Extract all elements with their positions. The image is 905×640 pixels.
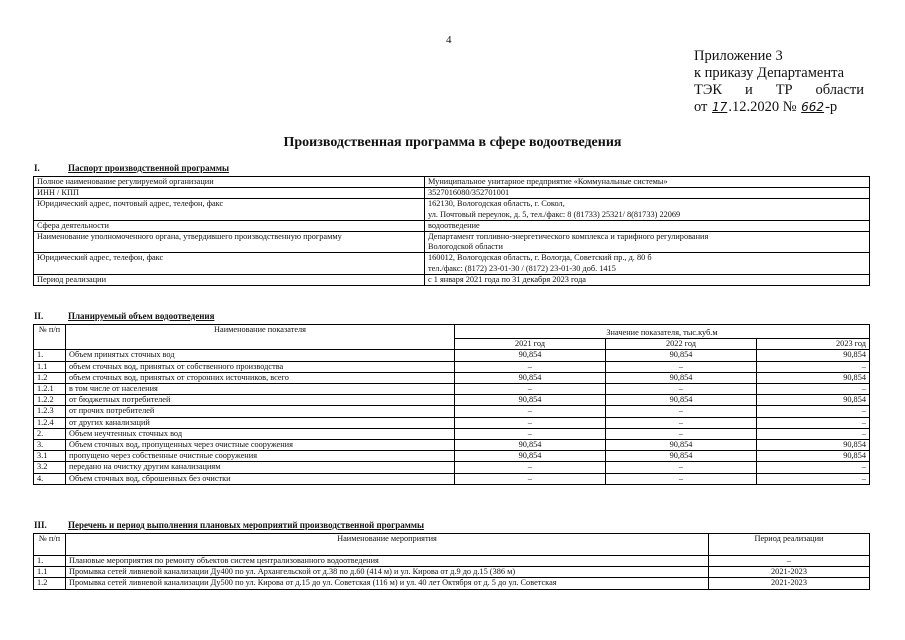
row-value: – (757, 473, 870, 484)
row-value: 90,854 (455, 440, 606, 451)
handwritten-day: 17 (712, 100, 728, 114)
section-number: II. (34, 311, 44, 321)
row-value: – (455, 462, 606, 473)
passport-value (425, 274, 870, 285)
section-3-heading (34, 520, 424, 530)
table-row (34, 417, 870, 428)
column-header-year: 2022 год (606, 339, 757, 350)
passport-value-line: тел./факс: (8172) 23-01-30 / (8172) 23-01-30 доб. 1415 (428, 263, 616, 273)
row-name: от прочих потребителей (66, 406, 455, 417)
row-value: – (455, 417, 606, 428)
passport-value (425, 188, 870, 199)
handwritten-order-number: 662 (801, 100, 825, 114)
passport-value-line: 162130, Вологодская область, г. Сокол, (428, 199, 565, 209)
row-value: 90,854 (455, 350, 606, 361)
passport-value-line: Вологодской области (428, 242, 503, 252)
table-row (34, 177, 870, 188)
column-header-year: 2023 год (757, 339, 870, 350)
passport-label: Наименование уполномоченного органа, утвердившего производственную программу (34, 232, 425, 253)
passport-value-line: Муниципальное унитарное предприятие «Коммунальные системы» (428, 177, 668, 186)
section-1-heading (34, 163, 229, 173)
passport-table (33, 176, 870, 286)
passport-label: Полное наименование регулируемой организации (34, 177, 425, 188)
column-header-year: 2021 год (455, 339, 606, 350)
passport-label: ИНН / КПП (34, 188, 425, 199)
row-number: 1.1 (34, 361, 66, 372)
passport-value-line: Департамент топливно-энергетического комплекса и тарифного регулирования (428, 232, 709, 242)
section-title: Планируемый объем водоотведения (68, 311, 215, 321)
row-value: – (606, 361, 757, 372)
table-row (34, 253, 870, 274)
row-number: 1. (34, 556, 66, 567)
row-value: 90,854 (757, 451, 870, 462)
appendix-word: ТР (775, 82, 793, 98)
row-value: – (606, 384, 757, 395)
table-row (34, 556, 870, 567)
row-value: 90,854 (606, 395, 757, 406)
row-value: – (455, 406, 606, 417)
row-period: 2021-2023 (709, 578, 870, 589)
passport-value (425, 253, 870, 274)
table-row (34, 188, 870, 199)
row-value: – (606, 462, 757, 473)
row-name: пропущено через собственные очистные сооружения (66, 451, 455, 462)
table-row (34, 199, 870, 220)
row-name: Объем неучтенных сточных вод (66, 428, 455, 439)
row-name: передано на очистку другим канализациям (66, 462, 455, 473)
row-value: 90,854 (455, 372, 606, 383)
row-value: – (606, 406, 757, 417)
appendix-word: и (745, 82, 753, 98)
document-title: Производственная программа в сфере водоотведения (283, 135, 622, 150)
row-name: объем сточных вод, принятых от сторонних источников, всего (66, 372, 455, 383)
row-value: – (757, 406, 870, 417)
table-row (34, 361, 870, 372)
passport-value-line: водоотведение (428, 220, 480, 230)
row-name: от других канализаций (66, 417, 455, 428)
table-row (34, 372, 870, 383)
passport-label: Юридический адрес, почтовый адрес, телефон, факс (34, 199, 425, 220)
table-row (34, 578, 870, 589)
row-value: 90,854 (757, 440, 870, 451)
row-value: 90,854 (606, 451, 757, 462)
section-title: Паспорт производственной программы (68, 163, 229, 173)
passport-value-line: 160012, Вологодская область, г. Вологда, Советский пр., д. 80 б (428, 253, 652, 263)
table-row (34, 473, 870, 484)
passport-value (425, 199, 870, 220)
row-number: 3.2 (34, 462, 66, 473)
table-row (34, 462, 870, 473)
row-name: от бюджетных потребителей (66, 395, 455, 406)
column-header-name: Наименование показателя (66, 325, 455, 350)
row-value: 90,854 (757, 395, 870, 406)
row-value: – (455, 473, 606, 484)
table-row (34, 220, 870, 231)
row-value: 90,854 (455, 451, 606, 462)
table-row (34, 451, 870, 462)
row-value: 90,854 (606, 372, 757, 383)
passport-value (425, 177, 870, 188)
row-value: – (757, 417, 870, 428)
passport-value-line: с 1 января 2021 года по 31 декабря 2023 года (428, 274, 586, 284)
row-value: – (757, 428, 870, 439)
row-value: 90,854 (455, 395, 606, 406)
row-number: 1.2 (34, 372, 66, 383)
row-value: – (606, 473, 757, 484)
passport-value (425, 232, 870, 253)
table-row (34, 350, 870, 361)
row-value: – (455, 384, 606, 395)
row-number: 1.2.2 (34, 395, 66, 406)
row-number: 4. (34, 473, 66, 484)
row-number: 3. (34, 440, 66, 451)
row-name: в том числе от населения (66, 384, 455, 395)
passport-label: Сфера деятельности (34, 220, 425, 231)
page-number: 4 (446, 34, 452, 46)
table-row (34, 395, 870, 406)
table-row (34, 440, 870, 451)
row-value: 90,854 (757, 372, 870, 383)
table-row (34, 384, 870, 395)
table-row (34, 428, 870, 439)
passport-value-line: ул. Почтовый переулок, д. 5, тел./факс: 8 (81733) 25321/ 8(81733) 22069 (428, 209, 681, 219)
column-header-number: № п/п (34, 325, 66, 350)
row-value: 90,854 (606, 350, 757, 361)
section-2-heading (34, 311, 214, 321)
column-header-value: Значение показателя, тыс.куб.м (455, 325, 870, 339)
row-number: 1.1 (34, 567, 66, 578)
row-name: Плановые мероприятия по ремонту объектов систем централизованного водоотведения (66, 556, 709, 567)
row-period: 2021-2023 (709, 567, 870, 578)
table-header-row (34, 325, 870, 339)
passport-label: Период реализации (34, 274, 425, 285)
row-number: 1.2.4 (34, 417, 66, 428)
row-value: – (757, 384, 870, 395)
column-header-period: Период реализации (709, 534, 870, 556)
table-row (34, 274, 870, 285)
section-number: III. (34, 520, 47, 530)
row-number: 3.1 (34, 451, 66, 462)
appendix-header (694, 48, 864, 116)
row-value: 90,854 (606, 440, 757, 451)
date-prefix: от (694, 99, 708, 115)
appendix-word: ТЭК (694, 82, 723, 98)
row-value: 90,854 (757, 350, 870, 361)
row-name: Промывка сетей ливневой канализации Ду500 по ул. Кирова от д.15 до ул. Советская (116 м) и ул. 40 лет Октября от д. 5 до ул. Советская (66, 578, 709, 589)
appendix-line-1: Приложение 3 (694, 48, 783, 64)
row-value: – (606, 428, 757, 439)
row-value: – (455, 361, 606, 372)
row-value: – (757, 361, 870, 372)
row-number: 1.2.3 (34, 406, 66, 417)
row-name: объем сточных вод, принятых от собственного производства (66, 361, 455, 372)
passport-value (425, 220, 870, 231)
table-row (34, 406, 870, 417)
row-name: Объем сточных вод, пропущенных через очистные сооружения (66, 440, 455, 451)
order-suffix: -р (825, 99, 838, 115)
section-number: I. (34, 163, 40, 173)
passport-value-line: 3527016080/352701001 (428, 188, 510, 198)
column-header-name: Наименование мероприятия (66, 534, 709, 556)
measures-table (33, 533, 870, 590)
section-title: Перечень и период выполнения плановых мероприятий производственной программы (68, 520, 425, 530)
appendix-date-line (694, 99, 864, 116)
table-header-row (34, 534, 870, 556)
row-name: Объем сточных вод, сброшенных без очистки (66, 473, 455, 484)
row-number: 2. (34, 428, 66, 439)
appendix-word: области (815, 82, 864, 98)
appendix-line-2: к приказу Департамента (694, 65, 845, 81)
date-rest: .12.2020 № (728, 99, 797, 115)
appendix-line-3 (694, 82, 864, 99)
row-value: – (757, 462, 870, 473)
row-number: 1.2.1 (34, 384, 66, 395)
table-row (34, 232, 870, 253)
row-value: – (606, 417, 757, 428)
row-number: 1.2 (34, 578, 66, 589)
row-name: Промывка сетей ливневой канализации Ду400 по ул. Архангельской от д.38 по д.60 (414 м) и ул. Кирова от д.9 до д.15 (386 м) (66, 567, 709, 578)
row-value: – (455, 428, 606, 439)
column-header-number: № п/п (34, 534, 66, 556)
table-row (34, 567, 870, 578)
row-number: 1. (34, 350, 66, 361)
row-period: – (709, 556, 870, 567)
row-name: Объем принятых сточных вод (66, 350, 455, 361)
volume-table (33, 324, 870, 485)
passport-label: Юридический адрес, телефон, факс (34, 253, 425, 274)
